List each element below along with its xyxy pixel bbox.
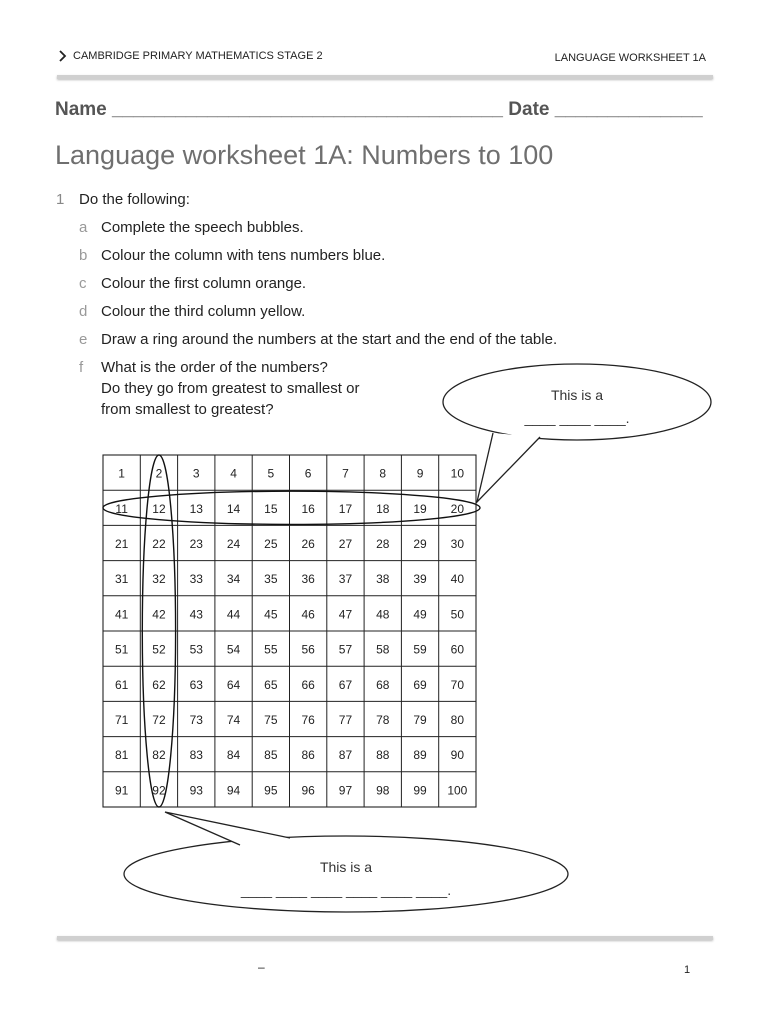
grid-cell-number: 38 [376, 572, 390, 587]
grid-cell-number: 77 [338, 713, 353, 727]
grid-cell-number: 6 [304, 466, 312, 481]
grid-cell-number: 69 [413, 677, 427, 692]
grid-cell-number: 84 [226, 748, 241, 763]
grid-cell-number: 43 [189, 607, 203, 622]
grid-cell-number: 2 [155, 466, 163, 481]
grid-cell-number: 66 [301, 677, 315, 692]
grid-cell-number: 34 [226, 572, 241, 587]
grid-cell-number: 86 [301, 748, 315, 763]
grid-cell-number: 4 [230, 466, 237, 481]
grid-cell-number: 46 [301, 607, 315, 622]
grid-cell-number: 87 [338, 748, 353, 763]
grid-cell-number: 67 [338, 677, 353, 692]
grid-cell-number: 5 [267, 466, 275, 481]
task-text: What is the order of the numbers? [101, 359, 328, 376]
grid-cell-number: 90 [450, 748, 465, 763]
grid-cell-number: 18 [376, 501, 390, 516]
grid-cell-number: 45 [264, 607, 278, 622]
grid-cell-number: 23 [189, 537, 203, 551]
task-text: from smallest to greatest? [101, 401, 274, 418]
task-letter: a [79, 219, 88, 236]
task-letter: d [79, 303, 88, 320]
grid-cell-number: 36 [301, 572, 315, 587]
grid-cell-number: 75 [264, 713, 278, 727]
grid-cell-number: 64 [226, 677, 241, 692]
grid-cell-number: 96 [301, 783, 315, 798]
grid-cell-number: 29 [413, 537, 427, 551]
speech-bubble-bottom-line1: This is a [319, 859, 373, 875]
grid-cell-number: 78 [376, 713, 390, 727]
grid-cell-number: 97 [338, 783, 353, 798]
speech-bubble-top-line2: ____ ____ ____. [524, 410, 630, 426]
grid-cell-number: 88 [376, 748, 390, 763]
hundred-square-grid [103, 455, 480, 807]
grid-cell-number: 9 [416, 466, 424, 481]
grid-cell-number: 10 [450, 466, 465, 481]
grid-cell-number: 52 [152, 642, 166, 657]
grid-cell-number: 15 [264, 501, 278, 516]
grid-cell-number: 95 [264, 783, 278, 798]
grid-cell-number: 79 [413, 713, 427, 727]
grid-cell-number: 25 [264, 537, 278, 551]
footer-divider [57, 936, 713, 940]
grid-cell-number: 3 [192, 466, 200, 481]
grid-cell-number: 28 [376, 537, 390, 551]
grid-cell-number: 80 [450, 713, 465, 727]
grid-cell-number: 11 [115, 501, 128, 516]
grid-cell-number: 40 [450, 572, 465, 587]
question-instruction: Do the following: [79, 191, 190, 208]
grid-cell-number: 35 [264, 572, 278, 587]
grid-cell-number: 32 [152, 572, 166, 587]
grid-cell-number: 76 [301, 713, 315, 727]
grid-cell-number: 92 [152, 783, 166, 798]
grid-cell-number: 65 [264, 677, 278, 692]
footer-dash: – [258, 960, 265, 974]
grid-cell-number: 50 [450, 607, 465, 622]
header-worksheet-id: LANGUAGE WORKSHEET 1A [554, 52, 706, 64]
grid-cell-number: 73 [189, 713, 203, 727]
grid-cell-number: 41 [114, 607, 129, 622]
grid-cell-number: 72 [152, 713, 166, 727]
task-text: Complete the speech bubbles. [101, 219, 304, 236]
page-title: Language worksheet 1A: Numbers to 100 [55, 140, 554, 170]
grid-cell-number: 63 [189, 677, 203, 692]
task-text: Do they go from greatest to smallest or [101, 380, 360, 397]
grid-cell-number: 56 [301, 642, 315, 657]
grid-cell-number: 71 [114, 713, 129, 727]
grid-cell-number: 37 [338, 572, 353, 587]
grid-cell-number: 7 [342, 466, 349, 481]
grid-cell-number: 39 [413, 572, 427, 587]
task-letter: b [79, 247, 88, 264]
speech-bubble-top-line1: This is a [550, 387, 604, 403]
grid-cell-number: 8 [379, 466, 387, 481]
grid-cell-number: 19 [413, 501, 427, 516]
grid-cell-number: 85 [264, 748, 278, 763]
speech-bubble-bottom-line2: ____ ____ ____ ____ ____ ____. [240, 882, 452, 898]
name-date-line: Name _____________________________________ Date ______________ [55, 99, 703, 120]
task-letter: e [79, 331, 88, 348]
grid-cell-number: 58 [376, 642, 390, 657]
grid-cell-number: 51 [114, 642, 129, 657]
grid-cell-number: 13 [189, 501, 203, 516]
grid-cell-number: 24 [226, 537, 241, 551]
grid-cell-number: 22 [152, 537, 166, 551]
grid-cell-number: 91 [114, 783, 129, 798]
grid-cell-number: 60 [450, 642, 465, 657]
grid-cell-number: 17 [338, 501, 353, 516]
grid-cell-number: 47 [338, 607, 353, 622]
grid-cell-number: 44 [226, 607, 241, 622]
grid-cell-number: 82 [152, 748, 166, 763]
grid-cell-number: 93 [189, 783, 203, 798]
speech-bubble-bottom [124, 812, 568, 912]
grid-cell-number: 62 [152, 677, 166, 692]
grid-cell-number: 94 [226, 783, 241, 798]
grid-cell-number: 55 [264, 642, 278, 657]
grid-cell-number: 48 [376, 607, 390, 622]
task-letter: f [79, 359, 84, 376]
grid-cell-number: 99 [413, 783, 427, 798]
task-text: Colour the first column orange. [101, 275, 307, 292]
grid-cell-number: 61 [114, 677, 129, 692]
grid-cell-number: 53 [189, 642, 203, 657]
grid-cell-number: 57 [338, 642, 353, 657]
grid-cell-number: 1 [118, 466, 125, 481]
grid-cell-number: 68 [376, 677, 390, 692]
grid-cell-number: 30 [450, 537, 465, 551]
grid-cell-number: 26 [301, 537, 315, 551]
grid-cell-number: 98 [376, 783, 390, 798]
grid-cell-number: 100 [447, 783, 468, 798]
grid-cell-number: 59 [413, 642, 427, 657]
grid-cell-number: 33 [189, 572, 203, 587]
grid-cell-number: 49 [413, 607, 427, 622]
grid-cell-number: 42 [152, 607, 166, 622]
header-series-title: CAMBRIDGE PRIMARY MATHEMATICS STAGE 2 [73, 50, 323, 62]
grid-cell-number: 89 [413, 748, 427, 763]
speech-bubble-top-tail [477, 433, 540, 502]
grid-cell-number: 81 [114, 748, 129, 763]
grid-cell-number: 74 [226, 713, 241, 727]
task-text: Colour the column with tens numbers blue. [101, 247, 386, 264]
grid-cell-number: 70 [450, 677, 465, 692]
speech-bubble-top [443, 364, 711, 502]
grid-cell-number: 27 [338, 537, 353, 551]
grid-cell-number: 20 [450, 501, 465, 516]
page-number: 1 [684, 964, 691, 976]
grid-cell-number: 14 [226, 501, 241, 516]
grid-cell-number: 12 [152, 501, 166, 516]
grid-cell-number: 31 [114, 572, 129, 587]
question-number: 1 [56, 191, 65, 208]
grid-cell-number: 16 [301, 501, 315, 516]
task-letter: c [79, 275, 87, 292]
grid-cell-number: 54 [226, 642, 241, 657]
grid-cell-number: 21 [114, 537, 129, 551]
task-text: Draw a ring around the numbers at the start and the end of the table. [101, 331, 558, 348]
task-text: Colour the third column yellow. [101, 303, 306, 320]
grid-cell-number: 83 [189, 748, 203, 763]
